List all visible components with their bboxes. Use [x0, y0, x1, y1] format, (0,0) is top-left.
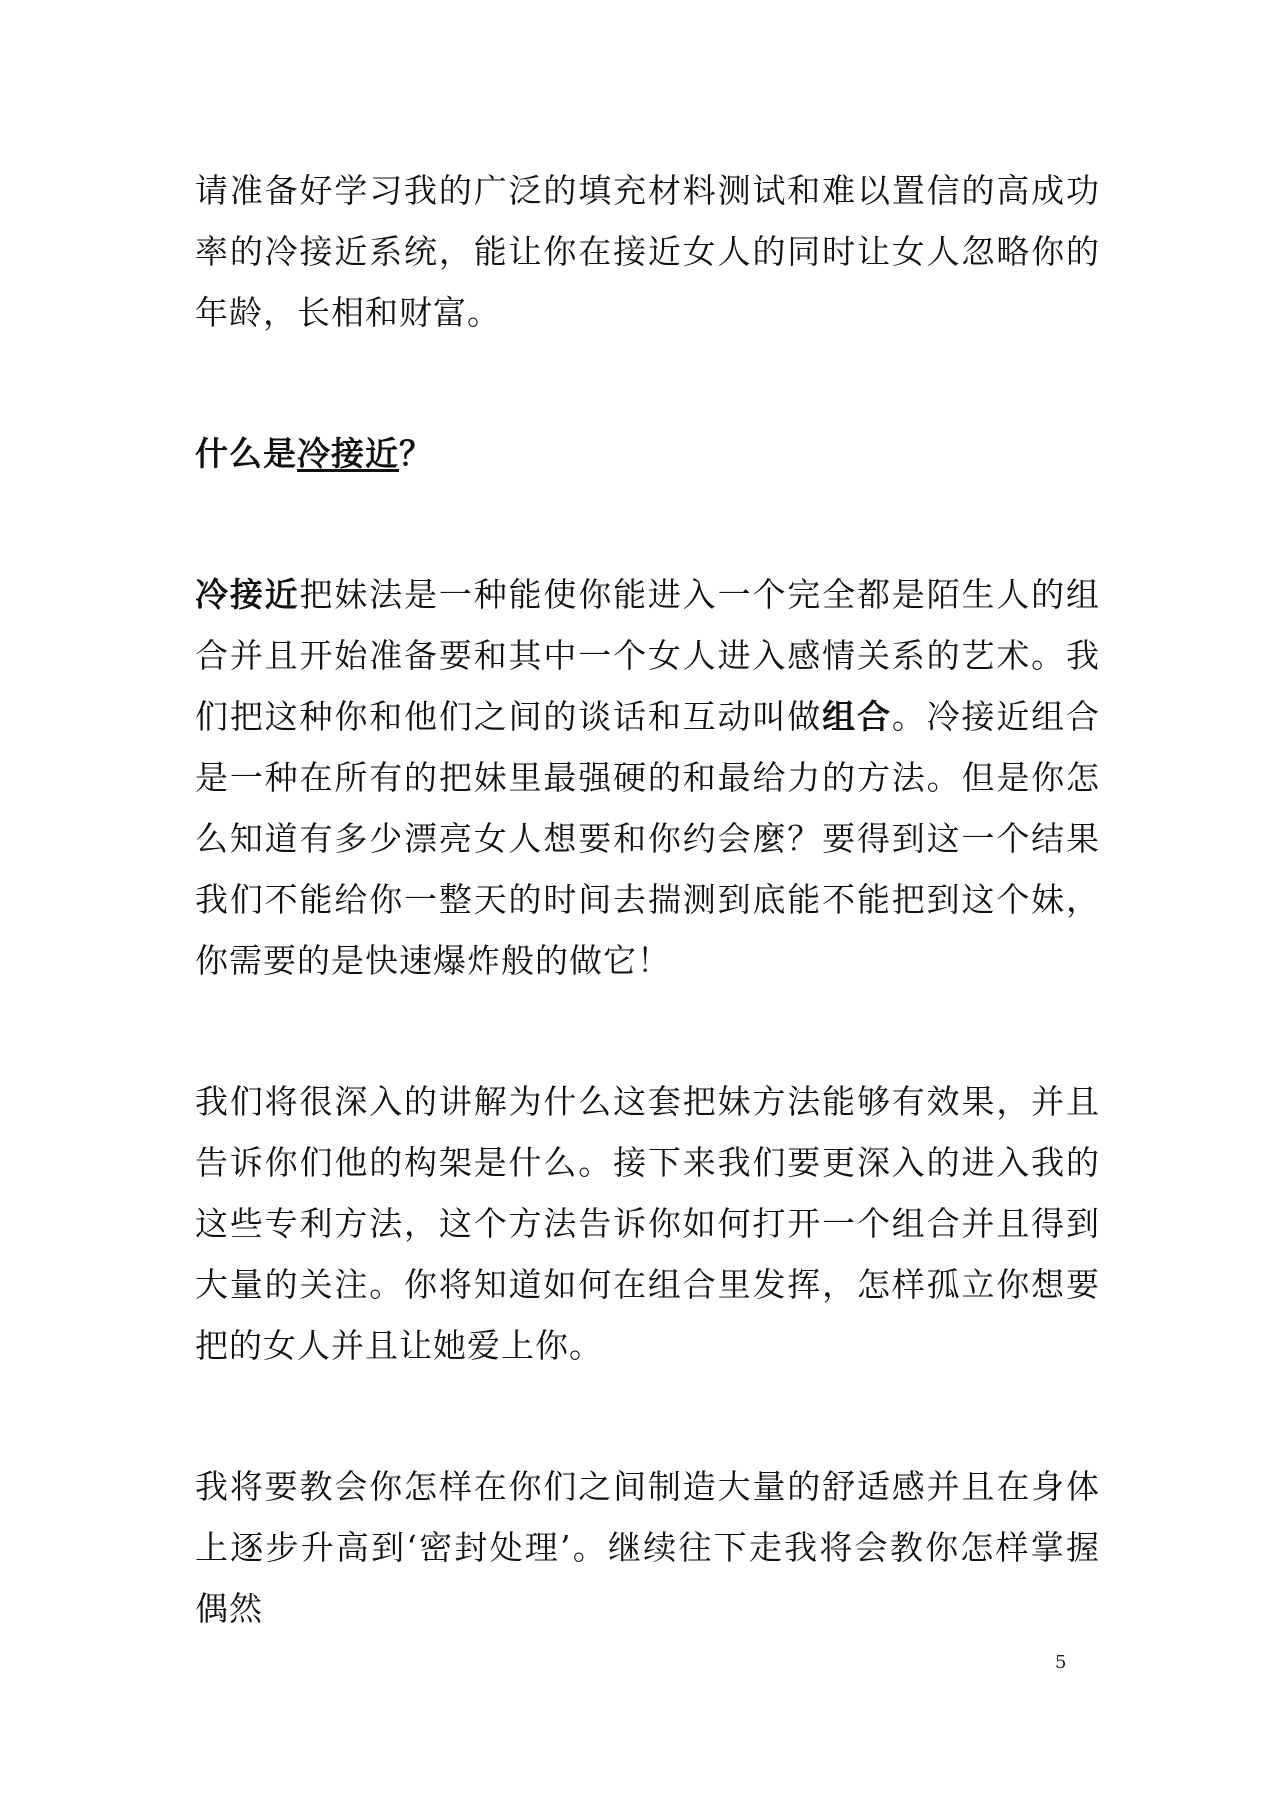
page-content — [195, 160, 1100, 1719]
paragraph-comfort: 我将要教会你怎样在你们之间制造大量的舒适感并且在身体上逐步升高到‘密封处理’。继续往下走我将会教你怎样掌握偶然 — [195, 1467, 1100, 1628]
paragraph-definition — [195, 564, 1100, 991]
bold-term-cold-approach: 冷接近 — [195, 575, 300, 614]
paragraph-definition-text-b: 。冷接近组合是一种在所有的把妹里最强硬的和最给力的方法。但是你怎么知道有多少漂亮女人想要和你约会麼？要得到这一个结果我们不能给你一整天的时间去揣测到底能不能把到这个妹，你需要的是快速爆炸般的做它！ — [195, 697, 1101, 980]
heading-suffix: ？ — [399, 434, 433, 473]
heading-underlined-term: 冷接近 — [297, 434, 399, 473]
paragraph-definition-text-a: 把妹法是一种能使你能进入一个完全都是陌生人的组合并且开始准备要和其中一个女人进入感情关系的艺术。我们把这种你和他们之间的谈话和互动叫做 — [195, 575, 1101, 736]
paragraph-explanation: 我们将很深入的讲解为什么这套把妹方法能够有效果，并且告诉你们他的构架是什么。接下来我们要更深入的进入我的这些专利方法，这个方法告诉你如何打开一个组合并且得到大量的关注。你将知道如何在组合里发挥，怎样孤立你想要把的女人并且让她爱上你。 — [195, 1082, 1100, 1365]
section-heading — [195, 423, 1100, 484]
heading-prefix: 什么是 — [195, 434, 297, 473]
paragraph-intro: 请准备好学习我的广泛的填充材料测试和难以置信的高成功率的冷接近系统，能让你在接近女人的同时让女人忽略你的年龄，长相和财富。 — [195, 171, 1100, 332]
bold-term-set: 组合 — [822, 697, 892, 736]
page-number: 5 — [1055, 1652, 1067, 1673]
